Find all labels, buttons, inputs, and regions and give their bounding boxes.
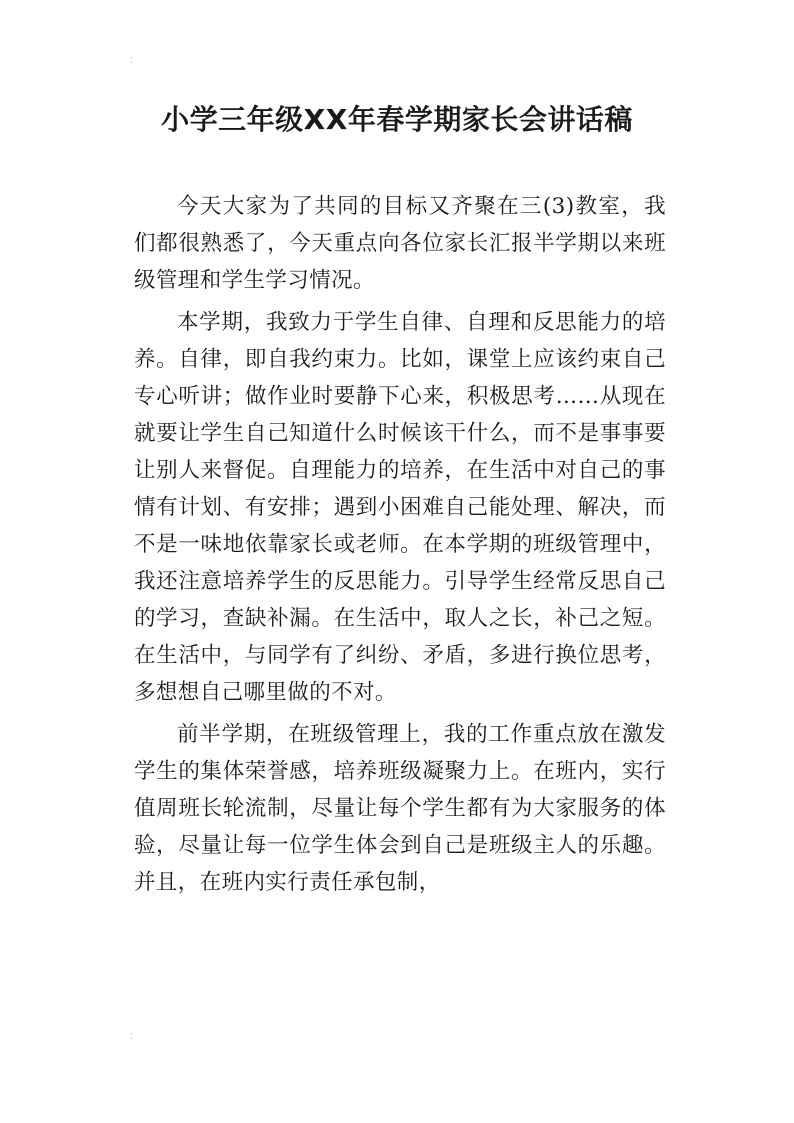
document-body xyxy=(134,188,666,906)
document-title: 小学三年级XX年春学期家长会讲话稿 xyxy=(161,103,633,136)
page-corner-mark-bottom: ⁚ xyxy=(130,1032,133,1041)
page-corner-mark-top: ⁚ xyxy=(130,56,133,65)
paragraph-3: 前半学期，在班级管理上，我的工作重点放在激发学生的集体荣誉感，培养班级凝聚力上。在班内，实行值周班长轮流制，尽量让每个学生都有为大家服务的体验，尽量让每一位学生体会到自己是班级主人的乐趣。并且，在班内实行责任承包制， xyxy=(134,722,666,895)
paragraph-2: 本学期，我致力于学生自律、自理和反思能力的培养。自律，即自我约束力。比如，课堂上应该约束自己专心听讲；做作业时要静下心来，积极思考……从现在就要让学生自己知道什么时候该干什么，而不是事事要让别人来督促。自理能力的培养，在生活中对自己的事情有计划、有安排；遇到小困难自己能处理、解决，而不是一味地依靠家长或老师。在本学期的班级管理中，我还注意培养学生的反思能力。引导学生经常反思自己的学习，查缺补漏。在生活中，取人之长，补己之短。在生活中，与同学有了纠纷、矛盾，多进行换位思考，多想想自己哪里做的不对。 xyxy=(134,310,666,705)
paragraph-1: 今天大家为了共同的目标又齐聚在三(3)教室，我们都很熟悉了，今天重点向各位家长汇报半学期以来班级管理和学生学习情况。 xyxy=(134,194,666,293)
